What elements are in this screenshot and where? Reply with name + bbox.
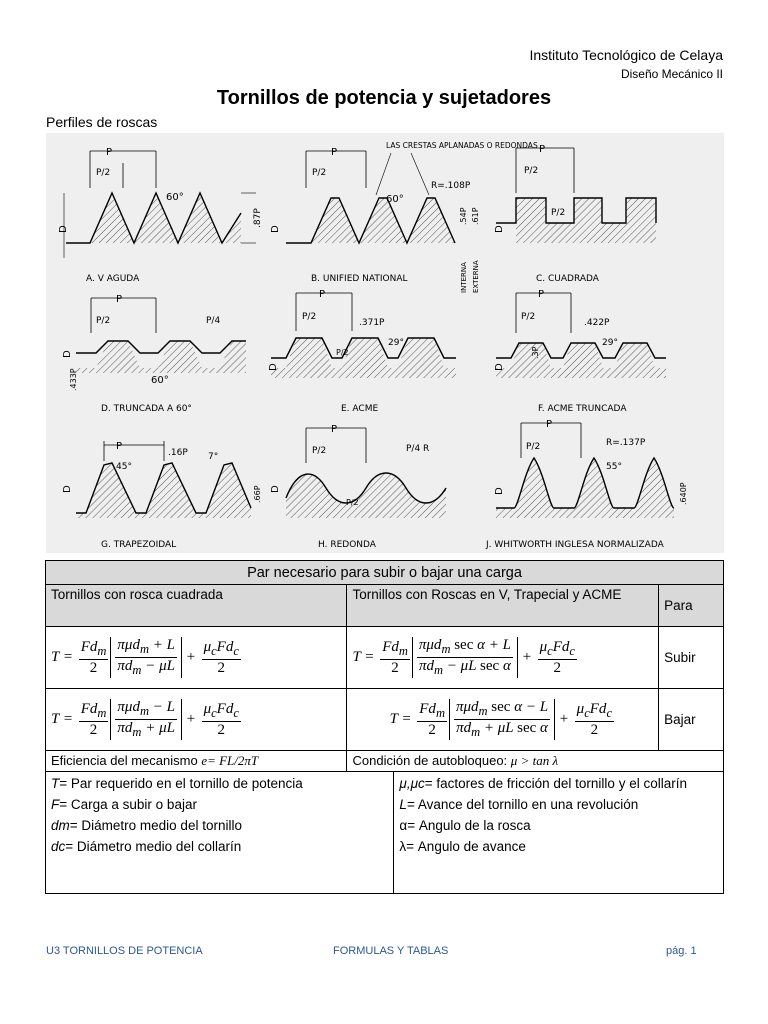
half-pitch-label: P/2 [96,316,111,326]
definitions-left [46,772,394,894]
row-label-subir: Subir [659,627,724,689]
width-label: .371P [359,318,385,328]
depth-label: .87P [253,208,263,228]
depth-label: P/2 [551,208,566,218]
dim1-label: .54P [459,207,468,225]
pitch-label: P [319,289,326,300]
diameter-label: D [494,225,505,233]
profile-label-e: E. ACME [341,404,379,414]
definition-item: F= Carga a subir o bajar [51,797,197,812]
depth-label: P/2 [346,498,359,507]
radius-label: P/4 R [406,444,430,454]
course-name: Diseño Mecánico II [620,67,723,81]
definition-item: μ,μc= factores de fricción del tornillo y el collarín [399,776,687,791]
width-label: .16P [168,448,188,458]
width-label: .422P [584,318,610,328]
profile-label-d: D. TRUNCADA A 60° [101,404,192,414]
pitch-label: P [331,147,338,158]
radius-label: R=.137P [606,438,646,448]
profile-label-a: A. V AGUDA [86,274,140,284]
crest-note: LAS CRESTAS APLANADAS O REDONDAS [386,141,538,150]
pitch-label: P [106,147,113,158]
diameter-label: D [494,363,505,371]
radius-label: R=.108P [431,181,471,191]
profile-label-h: H. REDONDA [318,540,376,550]
row-label-bajar: Bajar [659,689,724,751]
definition-item: L= Avance del tornillo en una revolución [399,797,639,812]
table-header: Par necesario para subir o bajar una carga [46,561,724,585]
definition-item: dm= Diámetro medio del tornillo [51,818,242,833]
half-pitch-label: P/2 [312,168,327,178]
pitch-label: P [538,289,545,300]
pitch-label: P [116,294,123,305]
formula-v-raise: T = $\frac{Fd_m}{2}$ $\frac{\pi\mu d_m \sec \alpha + L}{\pi d_m - \mu L \sec \alpha}$ + $\frac{\mu_cFd_c}{2}$ [347,627,659,689]
dim2-label: .61P [471,207,480,225]
diameter-label: D [270,225,281,233]
institution-name: Instituto Tecnológico de Celaya [529,47,723,63]
diameter-label: D [58,225,69,233]
pitch-label: P [116,441,123,452]
definition-item: T= Par requerido en el tornillo de potencia [51,776,303,791]
formula-square-lower: T = $\frac{Fd_m}{2}$ $\frac{\pi\mu d_m - L}{\pi d_m + \mu L}$ + $\frac{\mu_cFd_c}{2}$ [46,689,347,751]
definition-item: λ= Angulo de avance [399,839,526,854]
half-pitch-label: P/2 [96,168,111,178]
profile-label-f: F. ACME TRUNCADA [538,404,627,414]
pitch-label: P [546,419,553,430]
angle-label: 60° [166,192,184,203]
angle-label: 29° [388,338,404,348]
depth-label: .66P [253,485,262,503]
col-v-thread: Tornillos con Roscas en V, Trapecial y ACME [347,585,659,627]
profile-label-c: C. CUADRADA [536,274,599,284]
thread-profiles-figure [46,133,724,553]
half-pitch-label: P/2 [302,312,317,322]
external-label: EXTERNA [472,260,480,293]
formula-square-raise: T = $\frac{Fd_m}{2}$ $\frac{\pi\mu d_m + L}{\pi d_m - \mu L}$ + $\frac{\mu_cFd_c}{2}$ [46,627,347,689]
half-pitch-label: P/2 [312,446,327,456]
col-para: Para [659,585,724,627]
half-pitch-label: P/2 [524,166,539,176]
depth-label: .3P [531,346,540,359]
profile-label-g: G. TRAPEZOIDAL [101,540,177,550]
section-subtitle: Perfiles de roscas [46,114,158,130]
efficiency-formula: e= FL/2πT [201,753,259,768]
profile-label-b: B. UNIFIED NATIONAL [311,274,408,284]
angle-label: 29° [602,338,618,348]
profile-label-j: J. WHITWORTH INGLESA NORMALIZADA [486,540,664,550]
self-locking-label: Condición de autobloqueo: [352,753,508,768]
efficiency-label: Eficiencia del mecanismo [51,753,198,768]
pitch-label: P [539,144,546,155]
internal-label: INTERNA [460,262,468,293]
angle-label: 60° [386,194,404,205]
angle1-label: 45° [116,462,132,472]
quarter-pitch-label: P/4 [206,316,221,326]
depth-label: P/2 [336,348,349,357]
definitions-right [394,772,724,894]
pitch-label: P [331,424,338,435]
self-locking-formula: μ > tan λ [510,753,559,768]
diameter-label: D [268,363,279,371]
angle-label: 60° [151,375,169,386]
angle2-label: 7° [208,452,219,462]
depth-label: .433P [69,368,78,391]
depth-label: .640P [679,482,688,505]
half-pitch-label: P/2 [526,442,541,452]
footer-page: pág. 1 [666,945,697,957]
diameter-label: D [270,485,281,493]
diameter-label: D [494,487,505,495]
torque-formulas-table [45,560,724,894]
definition-item: α= Angulo de la rosca [399,818,531,833]
definition-item: dc= Diámetro medio del collarín [51,839,242,854]
footer-unit: U3 TORNILLOS DE POTENCIA [46,945,203,957]
efficiency-cell [46,751,347,772]
diameter-label: D [62,485,73,493]
diameter-label: D [62,350,73,358]
col-square-thread: Tornillos con rosca cuadrada [46,585,347,627]
page-title: Tornillos de potencia y sujetadores [216,87,552,109]
half-pitch-label: P/2 [521,312,536,322]
formula-v-lower: T = $\frac{Fd_m}{2}$ $\frac{\pi\mu d_m \sec \alpha - L}{\pi d_m + \mu L \sec \alpha}$ + $\frac{\mu_cFd_c}{2}$ [347,689,659,751]
footer-section: FORMULAS Y TABLAS [333,945,449,957]
self-locking-cell [347,751,724,772]
angle-label: 55° [606,462,622,472]
